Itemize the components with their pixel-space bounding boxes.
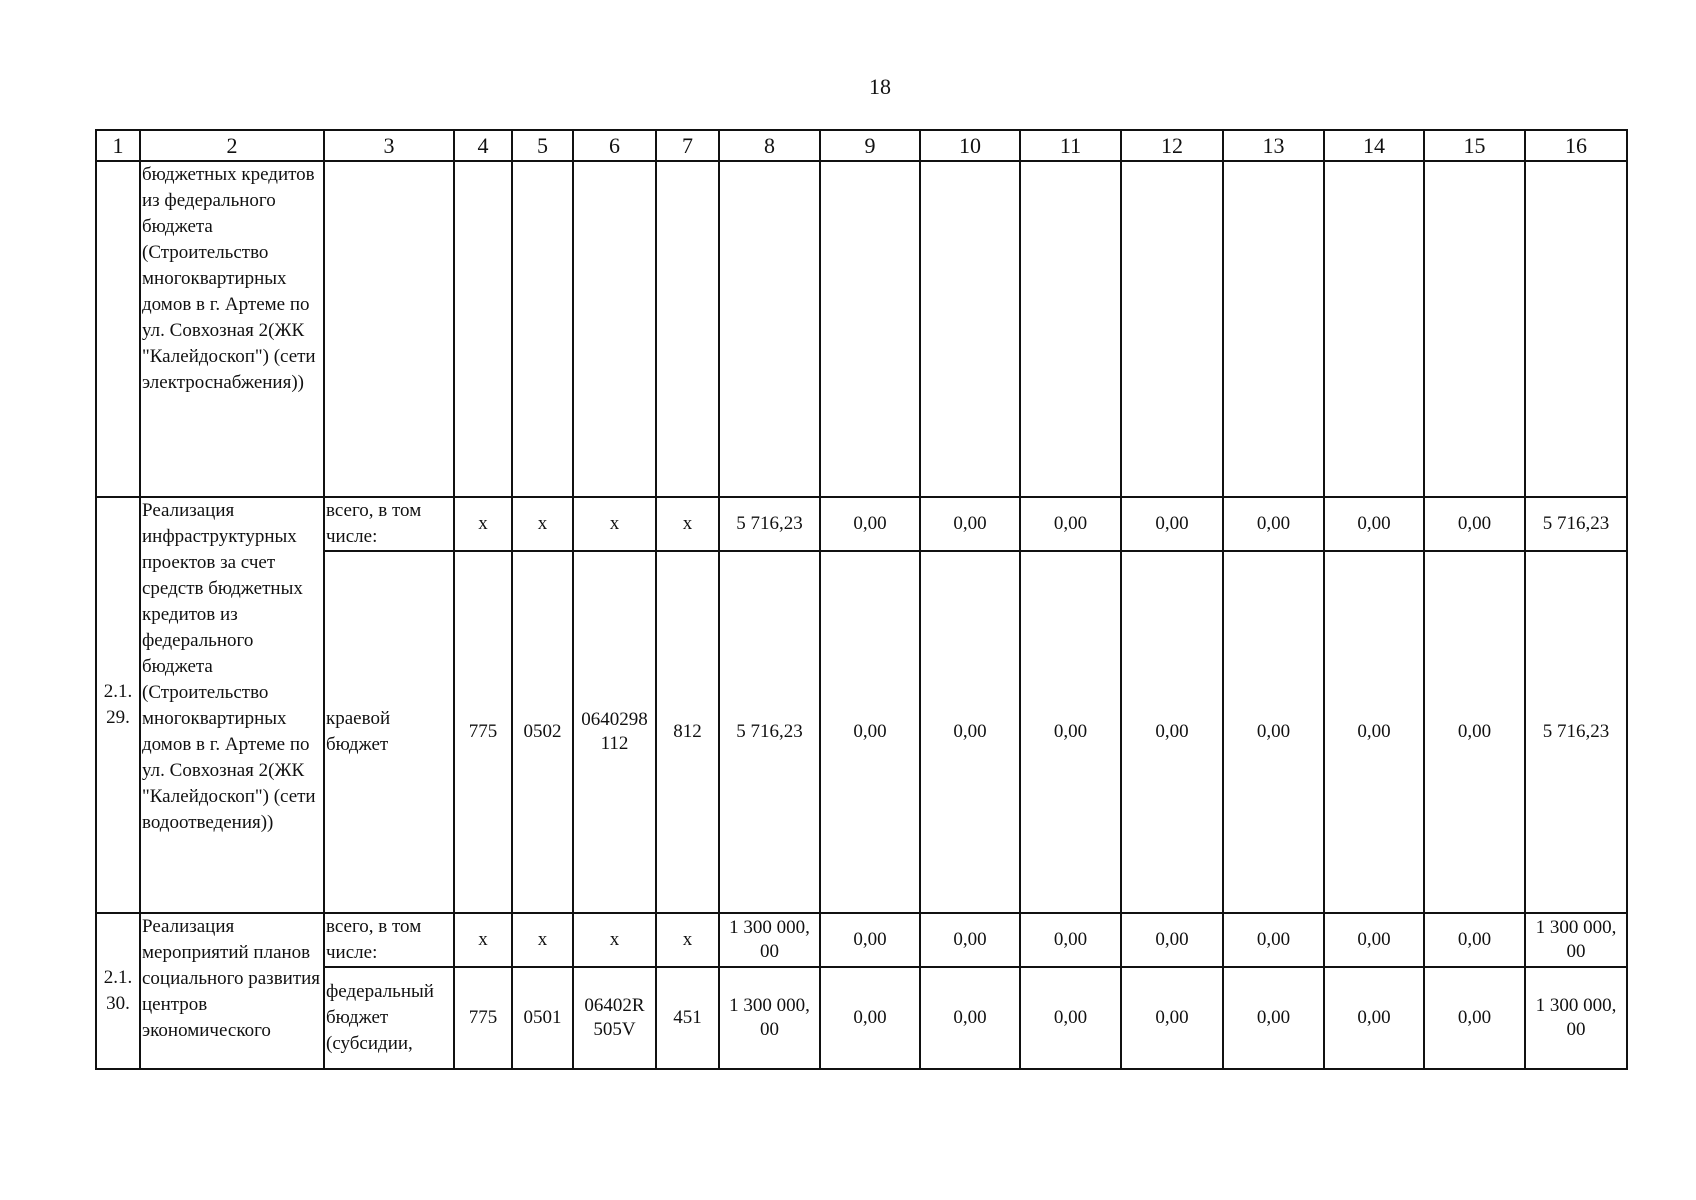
value-cell: 0,00 [1324,967,1424,1069]
header-cell: 10 [920,130,1020,161]
value-cell: 0,00 [1020,551,1121,913]
value-cell: 0,00 [1223,497,1324,551]
value-cell: 0,00 [1223,551,1324,913]
header-cell: 6 [573,130,656,161]
row-number-cell: 2.1. 29. [96,497,140,913]
table-row [96,967,1627,1069]
code-cell: х [573,497,656,551]
header-cell: 15 [1424,130,1525,161]
header-cell: 4 [454,130,512,161]
empty-cell [1121,161,1223,497]
table-row [96,913,1627,967]
value-cell: 1 300 000, 00 [1525,913,1627,967]
empty-cell [920,161,1020,497]
value-cell: 0,00 [920,497,1020,551]
value-cell: 0,00 [920,967,1020,1069]
value-cell: 0,00 [1324,551,1424,913]
code-cell: 0501 [512,967,573,1069]
value-cell: 0,00 [920,913,1020,967]
empty-cell [1324,161,1424,497]
code-cell: х [512,497,573,551]
value-cell: 0,00 [820,967,920,1069]
code-cell: х [573,913,656,967]
header-cell: 5 [512,130,573,161]
code-cell: х [656,913,719,967]
value-cell: 0,00 [1121,497,1223,551]
header-cell: 14 [1324,130,1424,161]
value-cell: 0,00 [1121,551,1223,913]
value-cell: 0,00 [1020,497,1121,551]
funding-source-cell: краевой бюджет [324,551,454,913]
empty-cell [324,161,454,497]
row-number-cell: 2.1. 30. [96,913,140,1069]
code-cell: х [454,497,512,551]
value-cell: 5 716,23 [719,551,820,913]
value-cell: 0,00 [1121,967,1223,1069]
value-cell: 0,00 [1424,497,1525,551]
empty-cell [656,161,719,497]
value-cell: 0,00 [820,913,920,967]
value-cell: 0,00 [820,497,920,551]
funding-source-cell: всего, в том числе: [324,913,454,967]
value-cell: 0,00 [1121,913,1223,967]
header-cell: 9 [820,130,920,161]
code-cell: 06402R 505V [573,967,656,1069]
measure-name-cell: Реализация инфраструктурных проектов за счет средств бюджетных кредитов из федерального бюджета (Строительство многоквартирных домов в г. Артеме по ул. Совхозная 2(ЖК "Калейдоскоп") (сети водоотведения)) [140,497,324,913]
value-cell: 0,00 [1020,913,1121,967]
value-cell: 5 716,23 [719,497,820,551]
budget-table [95,129,1628,1070]
empty-cell [820,161,920,497]
header-cell: 12 [1121,130,1223,161]
value-cell: 0,00 [1424,551,1525,913]
code-cell: 775 [454,967,512,1069]
empty-cell [719,161,820,497]
value-cell: 1 300 000, 00 [719,913,820,967]
measure-name-cell: бюджетных кредитов из федерального бюджета (Строительство многоквартирных домов в г. Артеме по ул. Совхозная 2(ЖК "Калейдоскоп") (сети электроснабжения)) [140,161,324,497]
table-row [96,161,1627,497]
empty-cell [573,161,656,497]
header-cell: 8 [719,130,820,161]
code-cell: х [656,497,719,551]
value-cell: 0,00 [1324,497,1424,551]
code-cell: 451 [656,967,719,1069]
code-cell: 0502 [512,551,573,913]
row-number-cell [96,161,140,497]
empty-cell [1424,161,1525,497]
header-cell: 13 [1223,130,1324,161]
table-row [96,551,1627,913]
empty-cell [512,161,573,497]
value-cell: 0,00 [1424,913,1525,967]
value-cell: 1 300 000, 00 [719,967,820,1069]
value-cell: 0,00 [1324,913,1424,967]
value-cell: 1 300 000, 00 [1525,967,1627,1069]
value-cell: 5 716,23 [1525,551,1627,913]
code-cell: 812 [656,551,719,913]
header-cell: 11 [1020,130,1121,161]
empty-cell [1525,161,1627,497]
value-cell: 0,00 [1223,913,1324,967]
empty-cell [1020,161,1121,497]
measure-name-cell: Реализация мероприятий планов социального развития центров экономического [140,913,324,1069]
empty-cell [1223,161,1324,497]
empty-cell [454,161,512,497]
funding-source-cell: всего, в том числе: [324,497,454,551]
value-cell: 0,00 [1020,967,1121,1069]
header-cell: 7 [656,130,719,161]
header-cell: 2 [140,130,324,161]
code-cell: 775 [454,551,512,913]
table-row [96,497,1627,551]
value-cell: 0,00 [1424,967,1525,1069]
header-row [96,130,1627,161]
value-cell: 0,00 [820,551,920,913]
code-cell: х [512,913,573,967]
header-cell: 3 [324,130,454,161]
header-cell: 16 [1525,130,1627,161]
header-cell: 1 [96,130,140,161]
value-cell: 0,00 [1223,967,1324,1069]
page-number: 18 [869,74,891,99]
code-cell: 0640298 112 [573,551,656,913]
value-cell: 5 716,23 [1525,497,1627,551]
value-cell: 0,00 [920,551,1020,913]
code-cell: х [454,913,512,967]
funding-source-cell: федеральный бюджет (субсидии, [324,967,454,1069]
